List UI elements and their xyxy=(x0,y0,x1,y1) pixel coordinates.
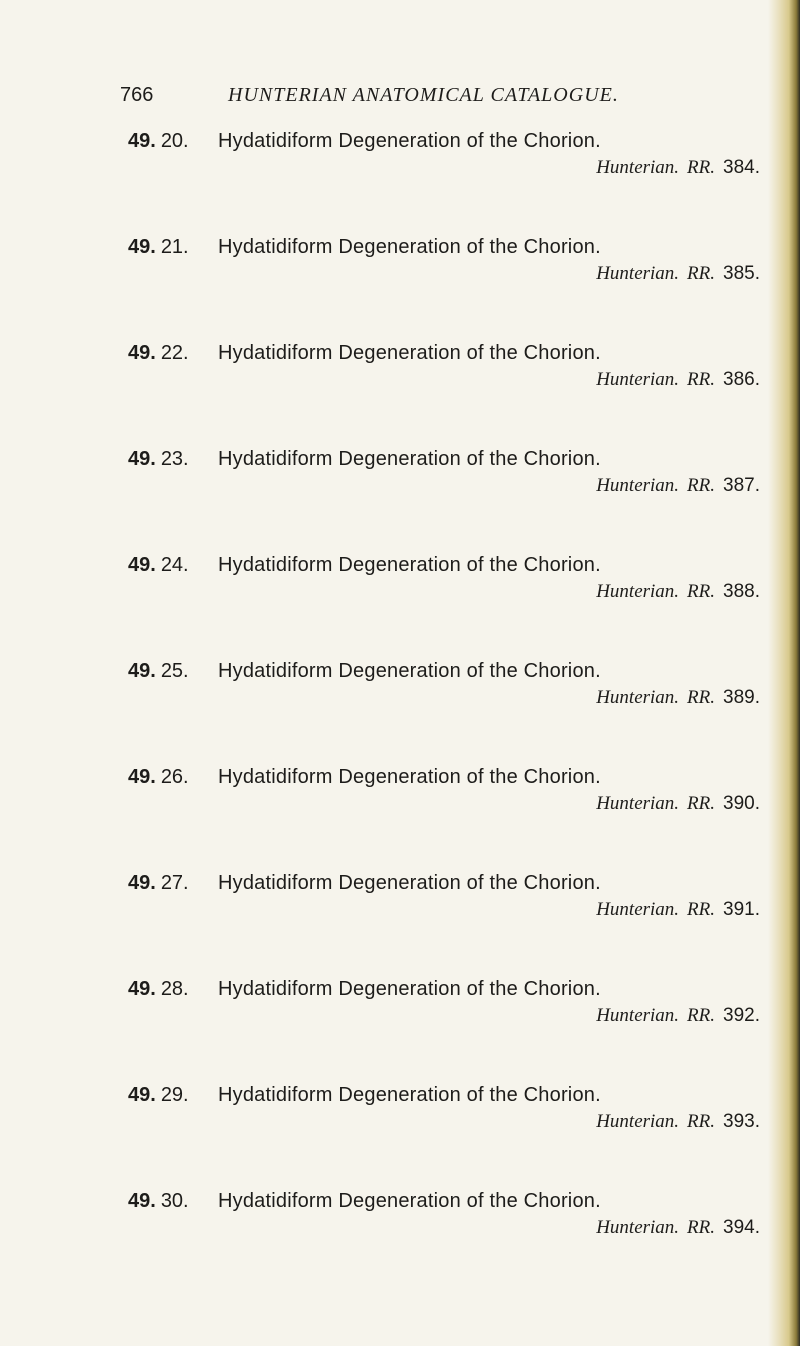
entry-number-main: 49. xyxy=(128,130,156,152)
entry-source: Hunterian. xyxy=(596,263,680,284)
entry-source: Hunterian. xyxy=(596,1111,680,1132)
entry-number-main: 49. xyxy=(128,766,156,788)
entry-source: Hunterian. xyxy=(596,899,680,920)
entry-number-sub: 20. xyxy=(160,130,189,152)
entry-number-sub: 24. xyxy=(160,554,189,576)
entry-catalogue-number: 393. xyxy=(723,1111,760,1132)
page-header xyxy=(120,80,660,110)
catalogue-entry xyxy=(128,338,768,398)
entry-source: Hunterian. xyxy=(596,687,680,708)
entry-catalogue-number: 389. xyxy=(723,687,760,708)
entry-series: RR. xyxy=(687,475,716,496)
entry-source: Hunterian. xyxy=(596,369,680,390)
catalogue-entry xyxy=(128,1186,768,1246)
entry-number-main: 49. xyxy=(128,660,156,682)
entry-catalogue-number: 394. xyxy=(723,1217,760,1238)
entry-description: Hydatidiform Degeneration of the Chorion. xyxy=(218,448,601,470)
entry-series: RR. xyxy=(687,581,716,602)
entry-catalogue-number: 386. xyxy=(723,369,760,390)
page-edge-shadow xyxy=(768,0,800,1346)
entry-description: Hydatidiform Degeneration of the Chorion. xyxy=(218,872,601,894)
catalogue-entry xyxy=(128,868,768,928)
catalogue-entry xyxy=(128,550,768,610)
entry-number-sub: 25. xyxy=(160,660,189,682)
entry-description: Hydatidiform Degeneration of the Chorion. xyxy=(218,554,601,576)
entry-number-sub: 27. xyxy=(160,872,189,894)
entry-catalogue-number: 392. xyxy=(723,1005,760,1026)
entry-number-main: 49. xyxy=(128,1190,156,1212)
entry-description: Hydatidiform Degeneration of the Chorion. xyxy=(218,766,601,788)
catalogue-entry xyxy=(128,444,768,504)
entry-source: Hunterian. xyxy=(596,793,680,814)
entry-source: Hunterian. xyxy=(596,157,680,178)
entry-series: RR. xyxy=(687,899,716,920)
entry-number-main: 49. xyxy=(128,872,156,894)
entry-number-main: 49. xyxy=(128,236,156,258)
entry-description: Hydatidiform Degeneration of the Chorion. xyxy=(218,978,601,1000)
entry-description: Hydatidiform Degeneration of the Chorion. xyxy=(218,1190,601,1212)
entry-catalogue-number: 391. xyxy=(723,899,760,920)
entry-number-main: 49. xyxy=(128,978,156,1000)
entry-series: RR. xyxy=(687,157,716,178)
catalogue-entry xyxy=(128,762,768,822)
entry-description: Hydatidiform Degeneration of the Chorion. xyxy=(218,130,601,152)
entry-number-main: 49. xyxy=(128,448,156,470)
entry-source: Hunterian. xyxy=(596,475,680,496)
entry-catalogue-number: 384. xyxy=(723,157,760,178)
entry-number-sub: 23. xyxy=(160,448,189,470)
entry-source: Hunterian. xyxy=(596,1217,680,1238)
entry-source: Hunterian. xyxy=(596,1005,680,1026)
entry-catalogue-number: 385. xyxy=(723,263,760,284)
entry-series: RR. xyxy=(687,263,716,284)
entry-series: RR. xyxy=(687,1111,716,1132)
entry-number-sub: 30. xyxy=(160,1190,189,1212)
entry-series: RR. xyxy=(687,687,716,708)
entry-source: Hunterian. xyxy=(596,581,680,602)
catalogue-entry xyxy=(128,656,768,716)
entry-catalogue-number: 390. xyxy=(723,793,760,814)
catalogue-entry xyxy=(128,974,768,1034)
catalogue-entry xyxy=(128,126,768,186)
entry-catalogue-number: 388. xyxy=(723,581,760,602)
running-title: HUNTERIAN ANATOMICAL CATALOGUE. xyxy=(228,84,619,106)
entry-number-sub: 22. xyxy=(160,342,189,364)
entry-number-sub: 21. xyxy=(160,236,189,258)
entry-series: RR. xyxy=(687,793,716,814)
page-number: 766 xyxy=(120,84,154,106)
entry-series: RR. xyxy=(687,369,716,390)
entry-description: Hydatidiform Degeneration of the Chorion. xyxy=(218,236,601,258)
entry-number-main: 49. xyxy=(128,1084,156,1106)
entry-series: RR. xyxy=(687,1217,716,1238)
entry-description: Hydatidiform Degeneration of the Chorion. xyxy=(218,660,601,682)
entry-number-main: 49. xyxy=(128,342,156,364)
entry-description: Hydatidiform Degeneration of the Chorion. xyxy=(218,1084,601,1106)
catalogue-entry xyxy=(128,232,768,292)
entry-catalogue-number: 387. xyxy=(723,475,760,496)
entry-number-sub: 28. xyxy=(160,978,189,1000)
entry-number-main: 49. xyxy=(128,554,156,576)
entry-number-sub: 26. xyxy=(160,766,189,788)
entry-description: Hydatidiform Degeneration of the Chorion. xyxy=(218,342,601,364)
catalogue-entry xyxy=(128,1080,768,1140)
entry-series: RR. xyxy=(687,1005,716,1026)
entry-number-sub: 29. xyxy=(160,1084,189,1106)
